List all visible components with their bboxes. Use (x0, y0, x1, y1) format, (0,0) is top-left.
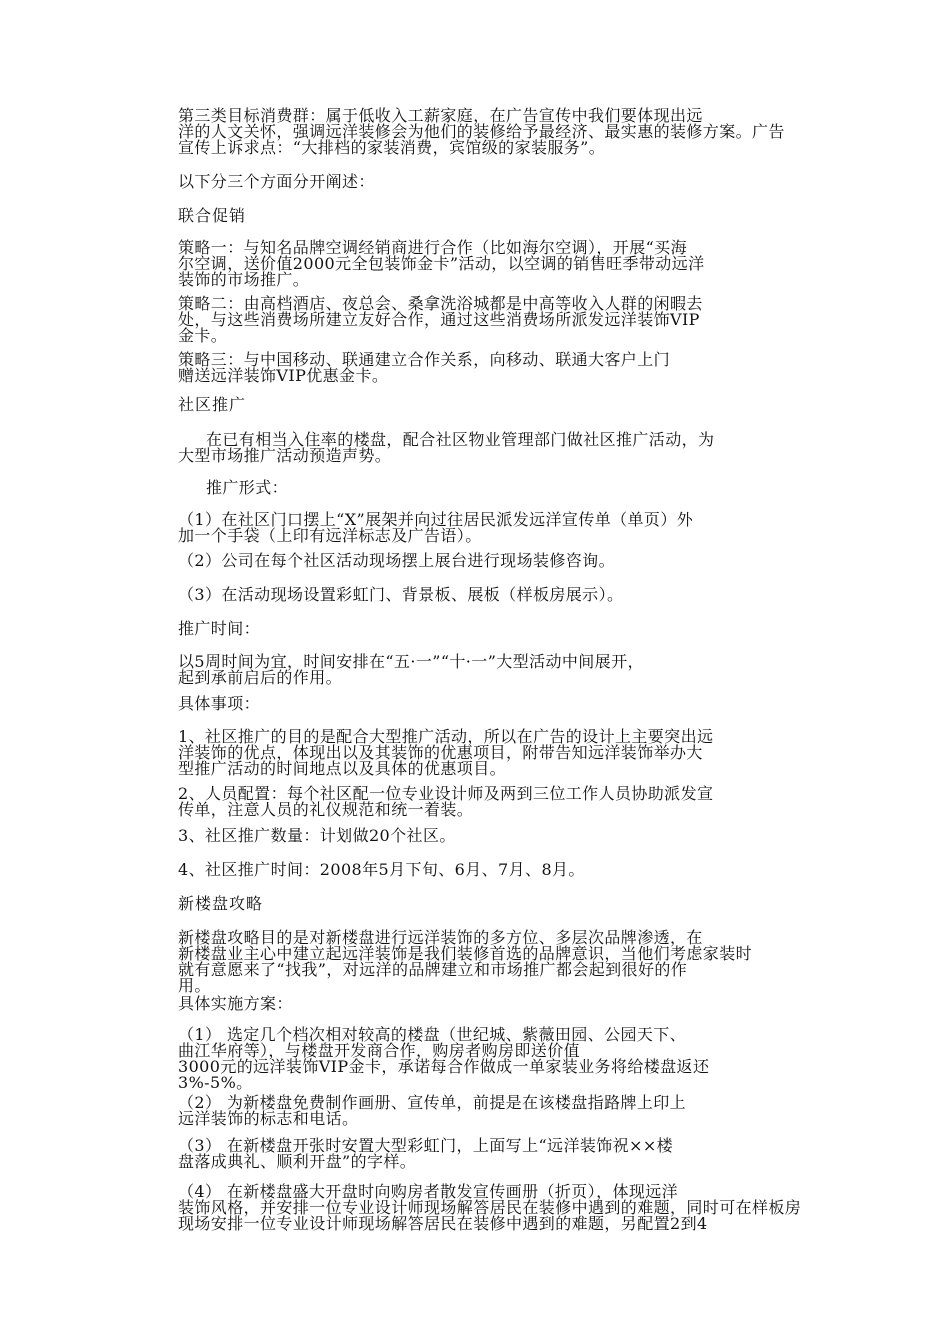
text-line: 洋的人文关怀，强调远洋装修会为他们的装修给予最经济、最实惠的装修方案。广告 (178, 122, 785, 141)
subheading-promo-time (178, 619, 798, 639)
text-line: 现场安排一位专业设计师现场解答居民在装修中遇到的难题，另配置2到4 (178, 1214, 708, 1233)
text-line: 策略二：由高档酒店、夜总会、桑拿洗浴城都是中高等收入人群的闲暇去 (178, 294, 703, 313)
text-line: （3） 在新楼盘开张时安置大型彩虹门，上面写上“远洋装饰祝××楼 (178, 1136, 674, 1155)
section-heading-new-property (178, 894, 798, 914)
subheading-implementation (178, 994, 798, 1014)
text-line: 1、社区推广的目的是配合大型推广活动，所以在广告的设计上主要突出远 (178, 727, 714, 746)
text-line: （1） 选定几个档次相对较高的楼盘（世纪城、紫薇田园、公园天下、 (178, 1025, 687, 1044)
section-heading-joint-promotion (178, 206, 798, 226)
text-line: 在已有相当入住率的楼盘，配合社区物业管理部门做社区推广活动，为 (206, 430, 715, 449)
text-line: 赠送远洋装饰VIP优惠金卡。 (178, 366, 389, 385)
text-line: （4） 在新楼盘盛大开盘时向购房者散发宣传画册（折页），体现远洋 (178, 1182, 679, 1201)
section-heading: 社区推广 (178, 395, 247, 414)
paragraph-promo-time (178, 652, 798, 688)
list-item-detail-2 (178, 784, 798, 820)
list-item-plan-1 (178, 1025, 798, 1093)
text-line: 3%-5%。 (178, 1073, 253, 1092)
paragraph-strategy-3 (178, 350, 798, 386)
list-item-form-2 (178, 551, 798, 571)
paragraph-strategy-1 (178, 238, 798, 290)
section-heading: 联合促销 (178, 206, 247, 225)
text-line: 装饰的市场推广。 (178, 270, 310, 289)
text-line: 金卡。 (178, 326, 228, 345)
text-line: 装饰风格，并安排一位专业设计师现场解答居民在装修中遇到的难题，同时可在样板房 (178, 1198, 802, 1217)
paragraph-strategy-2 (178, 294, 798, 346)
list-item-detail-4 (178, 860, 798, 880)
text-line: 3、社区推广数量：计划做20个社区。 (178, 826, 456, 845)
list-item-detail-3 (178, 826, 798, 846)
text-line: 起到承前启后的作用。 (178, 668, 343, 687)
text-line: 盘落成典礼、顺利开盘”的字样。 (178, 1152, 417, 1171)
text-line: 第三类目标消费群：属于低收入工薪家庭，在广告宣传中我们要体现出远 (178, 106, 703, 125)
text-line: 策略三：与中国移动、联通建立合作关系，向移动、联通大客户上门 (178, 350, 671, 369)
text-line: 曲江华府等），与楼盘开发商合作，购房者购房即送价值 (178, 1041, 581, 1060)
text-line: 推广形式： (206, 478, 289, 497)
list-item-form-3 (178, 585, 798, 605)
section-heading: 新楼盘攻略 (178, 894, 264, 913)
list-item-plan-4 (178, 1182, 802, 1234)
text-line: 以下分三个方面分开阐述： (178, 172, 375, 191)
text-line: （3）在活动现场设置彩虹门、背景板、展板（样板房展示）。 (178, 585, 624, 604)
list-item-detail-1 (178, 727, 798, 779)
subheading-promo-form (178, 478, 826, 498)
text-line: 3000元的远洋装饰VIP金卡，承诺每合作做成一单家装业务将给楼盘返还 (178, 1057, 710, 1076)
text-line: 宣传上诉求点：“大排档的家装消费，宾馆级的家装服务”。 (178, 138, 606, 157)
text-line: 就有意愿来了“找我”，对远洋的品牌建立和市场推广都会起到很好的作 (178, 960, 688, 979)
text-line: 大型市场推广活动预造声势。 (178, 446, 392, 465)
text-line: 型推广活动的时间地点以及具体的优惠项目。 (178, 759, 507, 778)
text-line: 处，与这些消费场所建立友好合作，通过这些消费场所派发远洋装饰VIP (178, 310, 700, 329)
text-line: 4、社区推广时间：2008年5月下旬、6月、7月、8月。 (178, 860, 585, 879)
text-line: 洋装饰的优点，体现出以及其装饰的优惠项目，附带告知远洋装饰举办大 (178, 743, 703, 762)
text-line: 加一个手袋（上印有远洋标志及广告语）。 (178, 526, 482, 545)
text-line: 新楼盘业主心中建立起远洋装饰是我们装修首选的品牌意识，当他们考虑家装时 (178, 944, 753, 963)
text-line: （2） 为新楼盘免费制作画册、宣传单，前提是在该楼盘指路牌上印上 (178, 1093, 687, 1112)
paragraph-new-property-intro (178, 928, 798, 996)
paragraph-intro (178, 172, 798, 192)
text-line: 推广时间： (178, 619, 261, 638)
list-item-plan-2 (178, 1093, 798, 1129)
list-item-form-1 (178, 510, 798, 546)
text-line: 尔空调，送价值2000元全包装饰金卡”活动，以空调的销售旺季带动远洋 (178, 254, 705, 273)
text-line: （1）在社区门口摆上“X”展架并向过往居民派发远洋宣传单（单页）外 (178, 510, 694, 529)
text-line: 新楼盘攻略目的是对新楼盘进行远洋装饰的多方位、多层次品牌渗透，在 (178, 928, 703, 947)
text-line: 用。 (178, 976, 211, 995)
text-line: 具体事项： (178, 694, 261, 713)
list-item-plan-3 (178, 1136, 798, 1172)
text-line: 2、人员配置：每个社区配一位专业设计师及两到三位工作人员协助派发宣 (178, 784, 714, 803)
text-line: 以5周时间为宜，时间安排在“五·一”“十·一”大型活动中间展开， (178, 652, 644, 671)
paragraph-target-group-3 (178, 106, 798, 158)
paragraph-community-intro-cont (178, 446, 798, 466)
subheading-details (178, 694, 798, 714)
text-line: 策略一：与知名品牌空调经销商进行合作（比如海尔空调），开展“买海 (178, 238, 687, 257)
text-line: （2）公司在每个社区活动现场摆上展台进行现场装修咨询。 (178, 551, 615, 570)
text-line: 具体实施方案： (178, 994, 293, 1013)
section-heading-community (178, 395, 798, 415)
text-line: 传单，注意人员的礼仪规范和统一着装。 (178, 800, 474, 819)
text-line: 远洋装饰的标志和电话。 (178, 1109, 359, 1128)
